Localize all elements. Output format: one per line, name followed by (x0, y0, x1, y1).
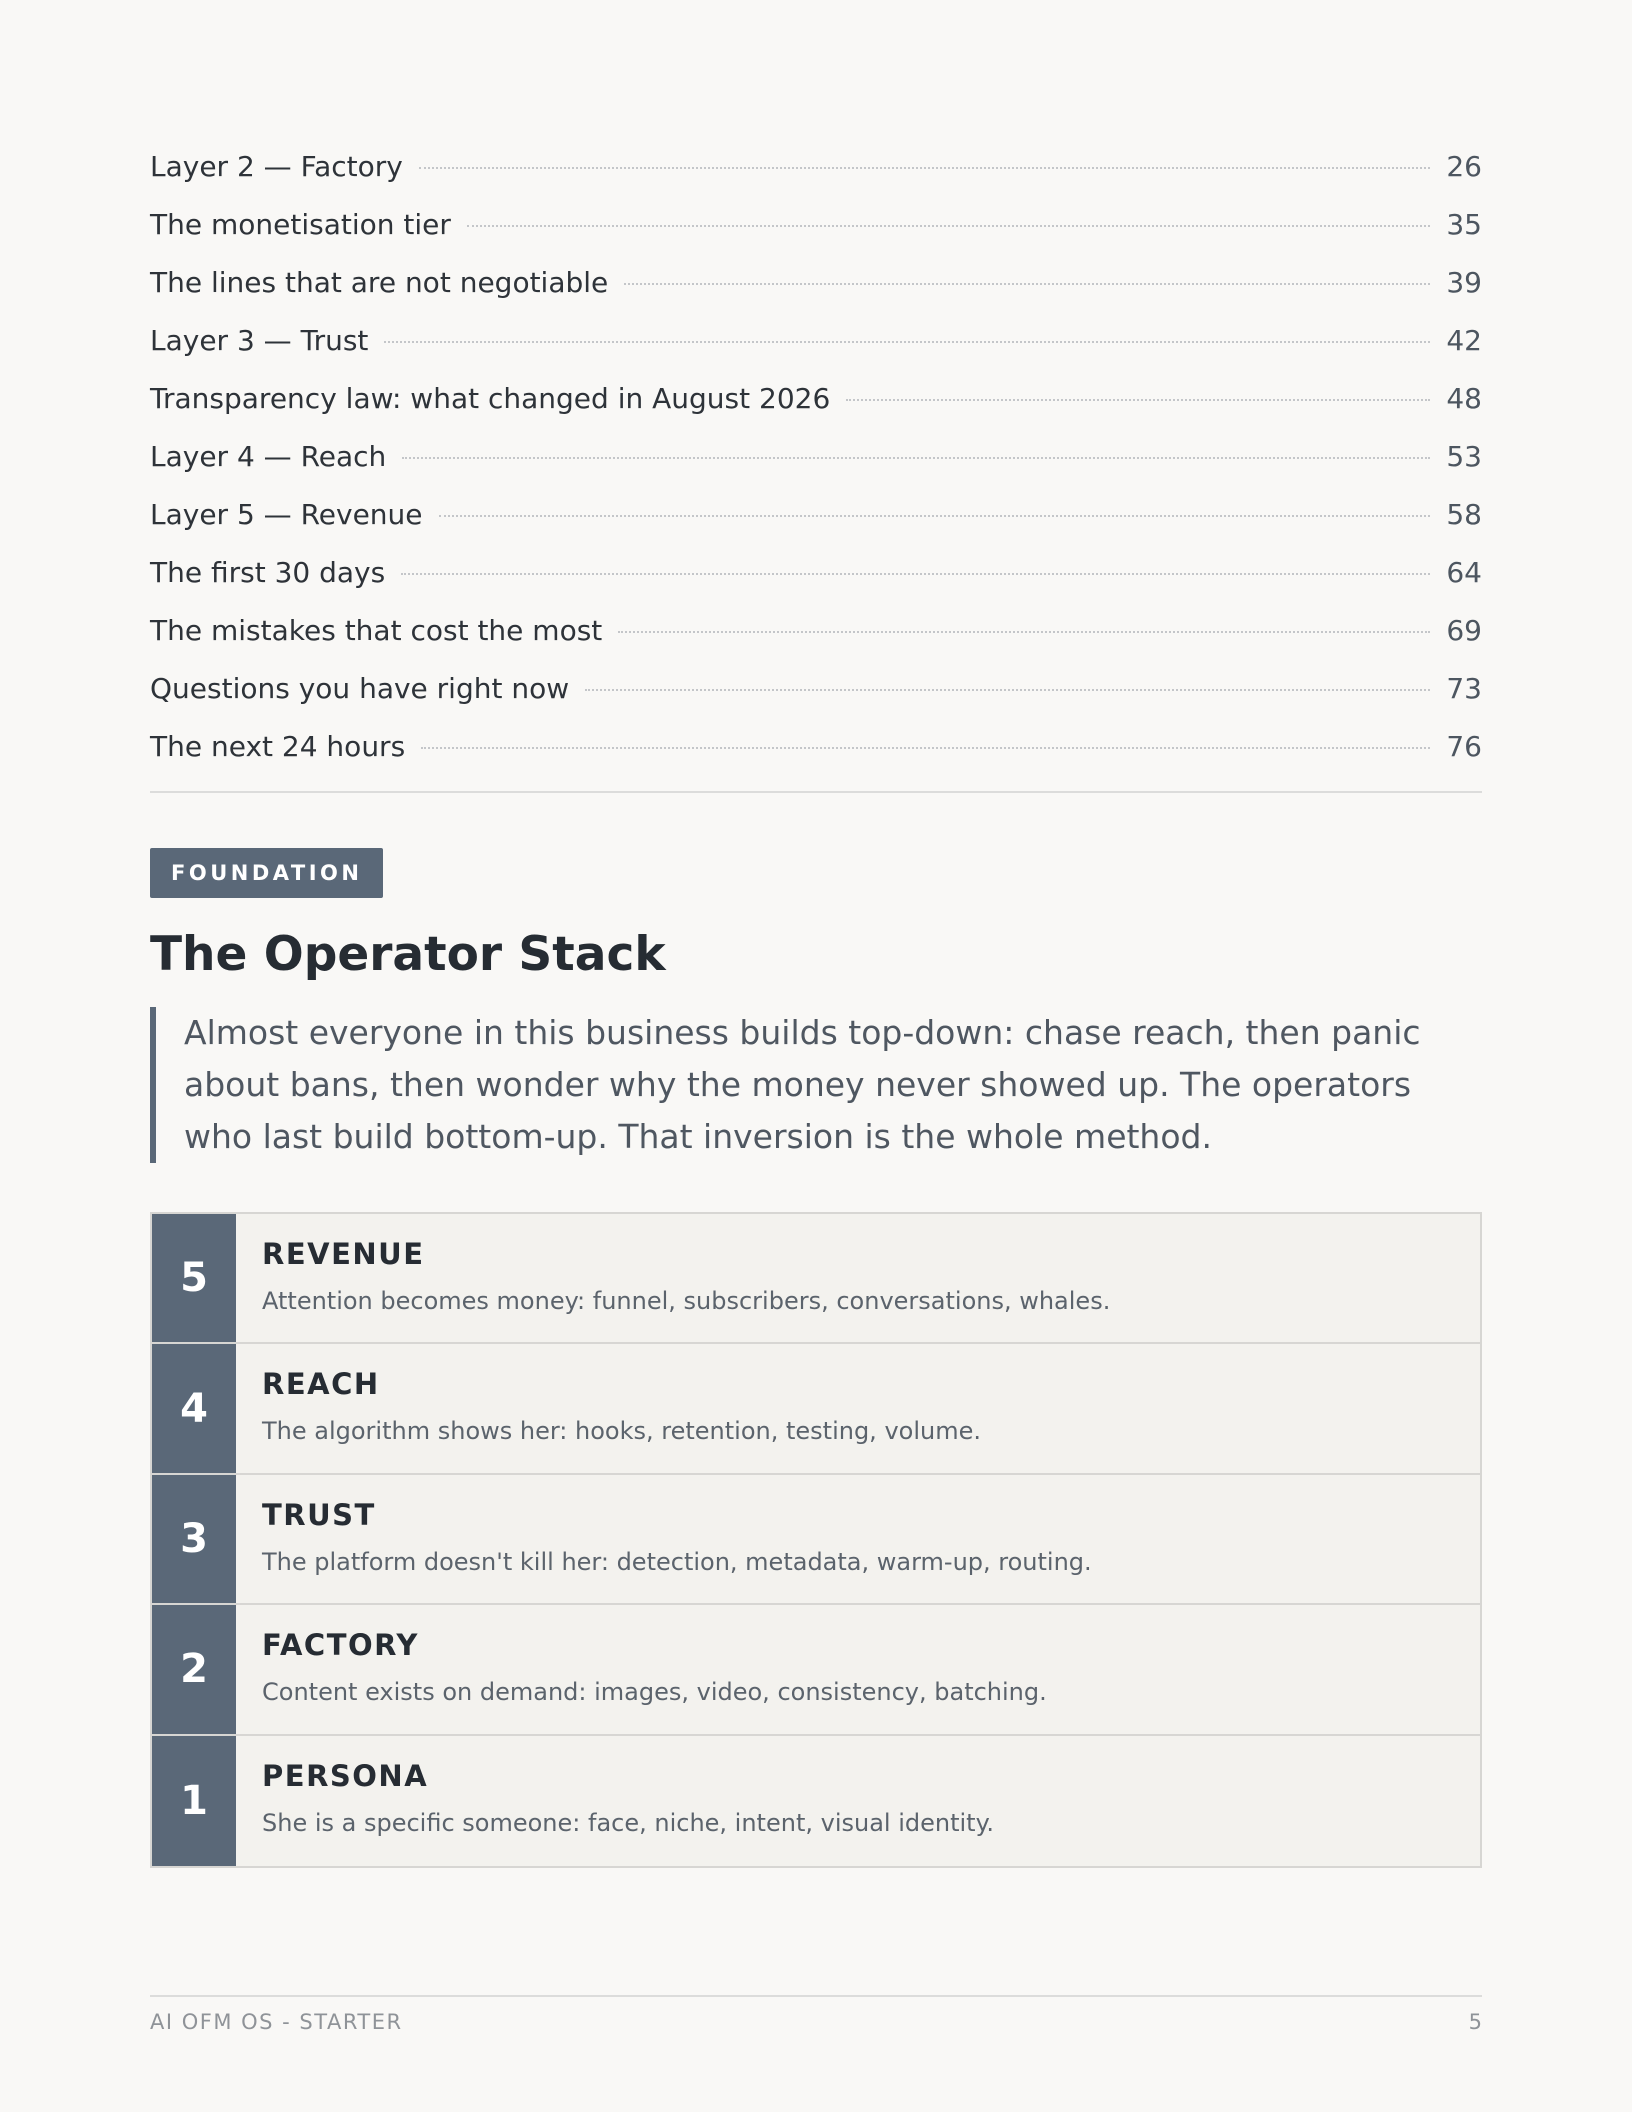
toc-entry-page: 35 (1446, 208, 1482, 241)
toc-dot-leader (439, 515, 1431, 517)
section-badge: FOUNDATION (150, 848, 383, 898)
toc-entry[interactable] (150, 556, 1482, 614)
layer-number: 4 (152, 1344, 236, 1472)
stack-layer-persona (152, 1736, 1480, 1866)
layer-number: 5 (152, 1214, 236, 1342)
toc-dot-leader (467, 225, 1430, 227)
layer-description: The platform doesn't kill her: detection, metadata, warm-up, routing. (262, 1547, 1092, 1576)
toc-entry[interactable] (150, 498, 1482, 556)
layer-number: 1 (152, 1736, 236, 1866)
layer-body (236, 1344, 981, 1472)
toc-entry-title: Transparency law: what changed in August 2026 (150, 382, 831, 415)
toc-entry-page: 69 (1446, 614, 1482, 647)
toc-entry-title: Layer 3 — Trust (150, 324, 369, 357)
layer-body (236, 1475, 1092, 1603)
toc-dot-leader (384, 341, 1430, 343)
table-of-contents (150, 150, 1482, 788)
toc-entry[interactable] (150, 730, 1482, 788)
layer-name: TRUST (262, 1497, 376, 1532)
footer-page-number: 5 (1468, 2010, 1482, 2034)
layer-description: The algorithm shows her: hooks, retention, testing, volume. (262, 1417, 981, 1446)
layer-name: REACH (262, 1367, 380, 1402)
toc-entry-title: Layer 5 — Revenue (150, 498, 423, 531)
toc-entry[interactable] (150, 614, 1482, 672)
toc-entry-page: 48 (1446, 382, 1482, 415)
toc-entry-page: 76 (1446, 730, 1482, 763)
toc-dot-leader (618, 631, 1430, 633)
toc-dot-leader (624, 283, 1430, 285)
layer-name: PERSONA (262, 1758, 429, 1793)
toc-entry[interactable] (150, 324, 1482, 382)
operator-stack-table (150, 1212, 1482, 1868)
toc-divider (150, 791, 1482, 793)
toc-entry[interactable] (150, 382, 1482, 440)
toc-entry[interactable] (150, 150, 1482, 208)
layer-name: FACTORY (262, 1628, 419, 1663)
toc-entry-title: Layer 4 — Reach (150, 440, 387, 473)
toc-dot-leader (846, 399, 1430, 401)
layer-name: REVENUE (262, 1237, 425, 1271)
stack-layer-reach (152, 1344, 1480, 1474)
layer-number: 2 (152, 1605, 236, 1733)
toc-dot-leader (421, 747, 1430, 749)
stack-layer-revenue (152, 1214, 1480, 1344)
layer-body (236, 1605, 1047, 1733)
layer-description: Content exists on demand: images, video, consistency, batching. (262, 1678, 1047, 1707)
toc-entry-page: 39 (1446, 266, 1482, 299)
footer-divider (150, 1995, 1482, 1997)
layer-body (236, 1214, 1110, 1342)
toc-entry[interactable] (150, 440, 1482, 498)
pull-quote: Almost everyone in this business builds top-down: chase reach, then panic about bans, then wonder why the money never showed up. The operators who last build bottom-up. That inversion is the whole method. (150, 1007, 1482, 1163)
toc-entry[interactable] (150, 266, 1482, 324)
toc-entry-page: 42 (1446, 324, 1482, 357)
toc-entry-page: 26 (1446, 150, 1482, 183)
layer-number: 3 (152, 1475, 236, 1603)
toc-dot-leader (419, 167, 1430, 169)
section-title: The Operator Stack (150, 927, 666, 982)
toc-entry-page: 64 (1446, 556, 1482, 589)
toc-entry-title: The first 30 days (150, 556, 386, 589)
toc-entry[interactable] (150, 672, 1482, 730)
layer-description: She is a specific someone: face, niche, intent, visual identity. (262, 1808, 994, 1837)
toc-entry[interactable] (150, 208, 1482, 266)
toc-entry-title: The lines that are not negotiable (150, 266, 609, 299)
toc-entry-title: Layer 2 — Factory (150, 150, 403, 183)
toc-entry-title: The monetisation tier (150, 208, 451, 241)
toc-dot-leader (401, 573, 1430, 575)
stack-layer-factory (152, 1605, 1480, 1735)
toc-entry-page: 73 (1446, 672, 1482, 705)
toc-dot-leader (585, 689, 1430, 691)
stack-layer-trust (152, 1475, 1480, 1605)
layer-description: Attention becomes money: funnel, subscribers, conversations, whales. (262, 1287, 1111, 1315)
toc-entry-title: The next 24 hours (150, 730, 406, 763)
toc-dot-leader (402, 457, 1430, 459)
toc-entry-page: 58 (1446, 498, 1482, 531)
layer-body (236, 1736, 994, 1866)
toc-entry-page: 53 (1446, 440, 1482, 473)
toc-entry-title: The mistakes that cost the most (150, 614, 603, 647)
footer-document-title: AI OFM OS - STARTER (150, 2010, 403, 2034)
toc-entry-title: Questions you have right now (150, 672, 570, 705)
